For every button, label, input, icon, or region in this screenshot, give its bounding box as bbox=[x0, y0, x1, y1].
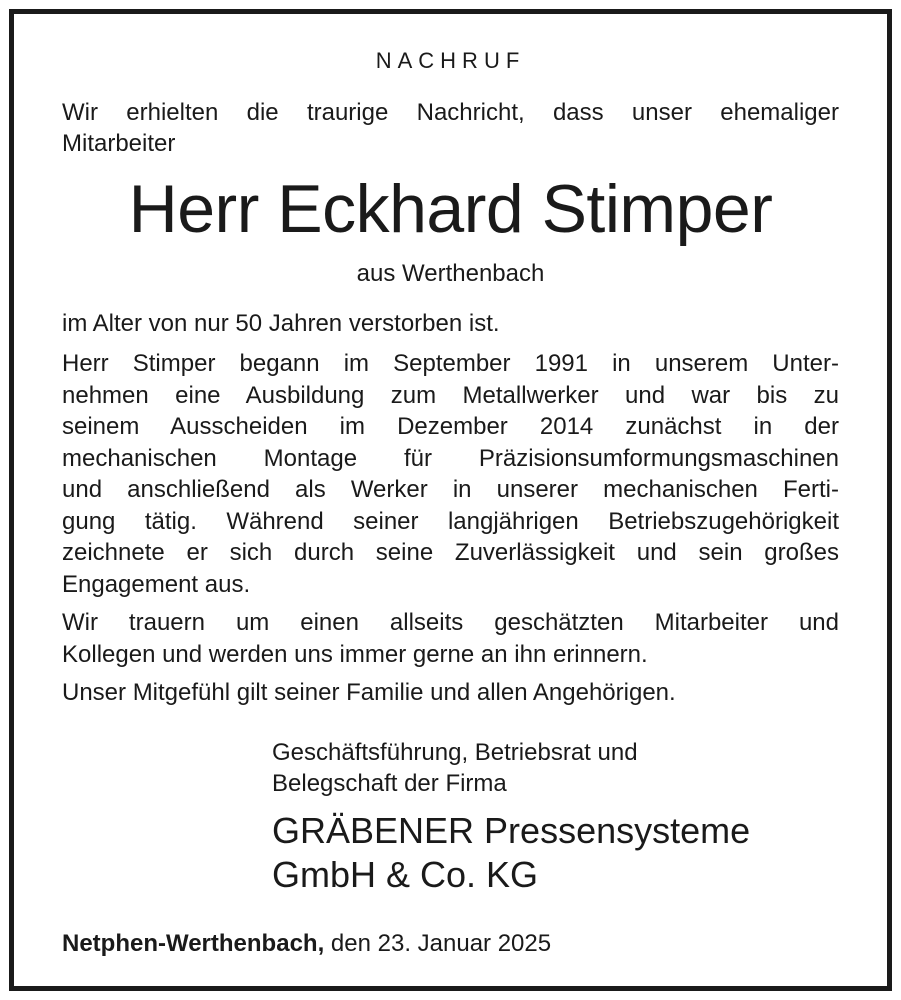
deceased-origin: aus Werthenbach bbox=[356, 260, 545, 287]
signers-block bbox=[272, 737, 839, 799]
company-line: GmbH & Co. KG bbox=[272, 854, 539, 895]
intro-line: Mitarbeiter bbox=[62, 130, 176, 157]
intro-paragraph bbox=[62, 97, 839, 159]
mourn-line: Wir trauern um einen allseits geschätzten Mitarbeiter und bbox=[62, 609, 839, 636]
footer-date: den 23. Januar 2025 bbox=[324, 930, 552, 957]
obituary-notice bbox=[9, 9, 892, 991]
bio-line: gung tätig. Während seiner langjährigen Betriebszugehörigkeit bbox=[62, 507, 839, 535]
company-line: GRÄBENER Pressensysteme bbox=[272, 810, 751, 851]
bio-line: mechanischen Montage für Präzisionsumformungsmaschinen bbox=[62, 444, 839, 472]
footer-place: Netphen-Werthenbach, bbox=[62, 930, 325, 957]
place-date-line bbox=[62, 930, 839, 958]
bio-line: nehmen eine Ausbildung zum Metallwerker und war bis zu bbox=[62, 381, 839, 409]
signers-line: Geschäftsführung, Betriebsrat und bbox=[272, 739, 638, 766]
sympathy-line: Unser Mitgefühl gilt seiner Familie und allen Angehörigen. bbox=[62, 679, 676, 706]
bio-line: Engagement aus. bbox=[62, 570, 251, 598]
notice-heading: NACHRUF bbox=[375, 48, 526, 73]
biography-paragraph bbox=[62, 348, 839, 600]
mourning-paragraph bbox=[62, 607, 839, 670]
signers-line: Belegschaft der Firma bbox=[272, 770, 507, 797]
age-line: im Alter von nur 50 Jahren verstorben ist. bbox=[62, 310, 500, 337]
company-name bbox=[272, 809, 839, 897]
bio-line: seinem Ausscheiden im Dezember 2014 zunächst in der bbox=[62, 413, 839, 440]
intro-line: Wir erhielten die traurige Nachricht, dass unser ehemaliger bbox=[62, 99, 839, 126]
mourn-line: Kollegen und werden uns immer gerne an ihn erinnern. bbox=[62, 640, 648, 668]
deceased-name: Herr Eckhard Stimper bbox=[128, 171, 773, 247]
bio-line: Herr Stimper begann im September 1991 in unserem Unter- bbox=[62, 350, 839, 377]
bio-line: zeichnete er sich durch seine Zuverlässigkeit und sein großes bbox=[62, 539, 839, 566]
bio-line: und anschließend als Werker in unserer mechanischen Ferti- bbox=[62, 476, 839, 503]
